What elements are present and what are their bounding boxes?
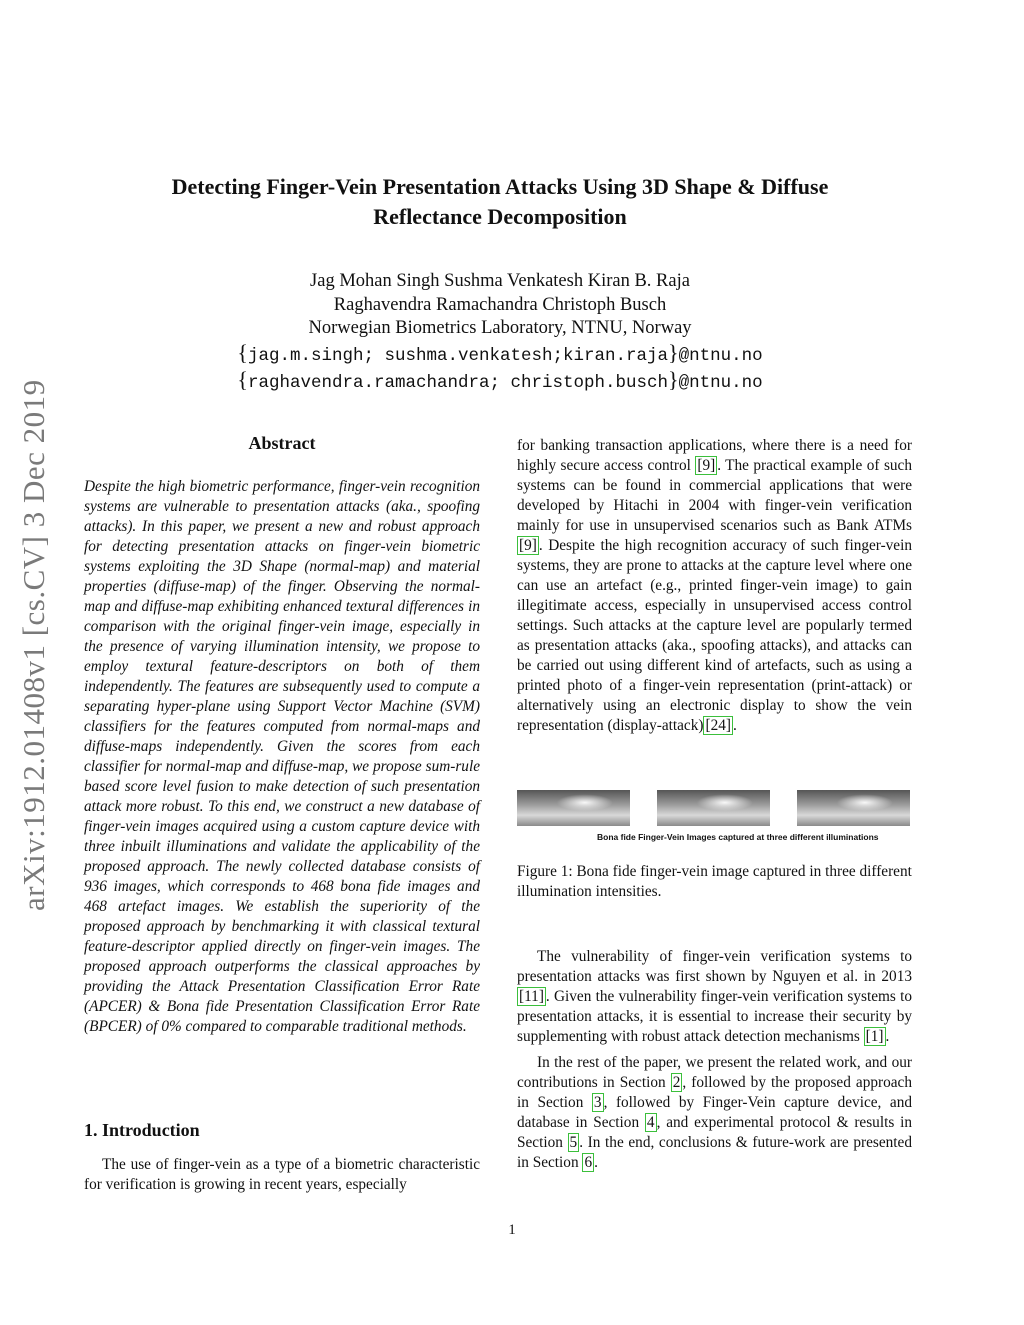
paper-title [120,172,880,232]
intro-paragraph: The use of finger-vein as a type of a biometric characteristic for verification is growing in recent years, especially [84,1156,480,1193]
right-paragraph-3: In the rest of the paper, we present the related work, and our contributions in Section 2 , followed by the proposed approach in Section 3 , followed by Finger-Vein capture device, and database in Section 4 , and experimental protocol & results in Section 5 . In the end, conclusions & future-work are presented in Section 6 . [517,1054,912,1171]
citation-link[interactable]: [1] [865,1028,884,1045]
section-link[interactable]: 5 [569,1134,578,1151]
title-line-1: Detecting Finger-Vein Presentation Attacks Using 3D Shape & Diffuse [171,174,829,199]
title-line-2: Reflectance Decomposition [373,204,627,229]
email-line-2: {raghavendra.ramachandra; christoph.busch}@ntnu.no [237,367,763,393]
page-number: 1 [508,1222,516,1238]
affiliation: Norwegian Biometrics Laboratory, NTNU, Norway [308,318,692,338]
finger-vein-image-1 [517,790,630,826]
email-names-1: jag.m.singh; sushma.venkatesh;kiran.raja [247,345,669,366]
figure-inner-label: Bona fide Finger-Vein Images captured at three different illuminations [597,832,879,842]
email-domain-1: @ntnu.no [678,345,763,366]
authors-line-2: Raghavendra Ramachandra Christoph Busch [333,294,667,315]
section-link[interactable]: 2 [672,1074,681,1091]
email-domain-2: @ntnu.no [678,373,763,393]
finger-vein-image-2 [657,790,770,826]
abstract-text: Despite the high biometric performance, finger-vein recognition systems are vulnerable to presentation attacks (aka., spoofing attacks). In this paper, we present a new and robust approach for detecting presentation attacks on finger-vein biometric systems exploiting the 3D Shape (normal-map) and material properties (diffuse-map) of the finger. Observing the normal-map and diffuse-map exhibiting enhanced textural differences in comparison with the original finger-vein image, especially in the presence of varying illumination intensity, we propose to employ textural feature-descriptors on both of them independently. The features are subsequently used to compute a separating hyper-plane using Support Vector Machine (SVM) classifiers for the features computed from normal-maps and diffuse-maps independently. Given the scores from each classifier for normal-map and diffuse-map, we propose sum-rule based score level fusion to make detection of such presentation attack more robust. To this end, we construct a new database of finger-vein images acquired using a custom capture device with three inbuilt illuminations and validate the applicability of the proposed approach. The newly collected database consists of 936 images, which corresponds to 468 bona fide images and 468 artefact images. We establish the superiority of the proposed approach by benchmarking it with classical textural feature-descriptor applied directly on finger-vein images. The proposed approach outperforms the classical approaches by providing the Attack Presentation Classification Error Rate (APCER) & Bona fide Presentation Classification Error Rate (BPCER) of 0% compared to comparable traditional methods. [84,478,480,1035]
right-paragraphs-2 [517,947,912,1173]
author-block [120,270,880,396]
email-names-2: raghavendra.ramachandra; christoph.busch [247,373,669,393]
section-heading-introduction: 1. Introduction [84,1120,200,1140]
figure-1 [517,790,912,842]
figure-caption: Figure 1: Bona fide finger-vein image captured in three different illumination intensities. [517,863,912,900]
email-line-1: {jag.m.singh; sushma.venkatesh;kiran.raja}@ntnu.no [237,339,763,366]
right-paragraph-2: The vulnerability of finger-vein verification systems to presentation attacks was first shown by Nguyen et al. in 2013 [11] . Given the vulnerability finger-vein verification systems to presentation attacks, it is essential to increase their security by supplementing with robust attack detection mechanisms [1] . [517,948,912,1045]
citation-link[interactable]: [9] [697,457,716,474]
right-paragraph-1: for banking transaction applications, where there is a need for highly secure access control [9] . The practical example of such systems can be found in commercial applications that were developed by Hitachi in 2004 with finger-vein verification mainly for use in unsupervised scenarios such as Bank ATMs [9] . Despite the high recognition accuracy of such finger-vein systems, they are prone to attacks at the capture level where one can use an artefact (e.g., printed finger-vein image) to gain illegitimate access, especially in unsupervised access control settings. Such attacks at the capture level are popularly termed as presentation attacks (aka., spoofing attacks), and attacks can be carried out using different kind of artefacts, such as using a printed photo of a finger-vein representation (print-attack) or alternatively using an electronic display to show the vein representation (display-attack) [24] . [517,437,912,734]
abstract-heading: Abstract [248,433,316,453]
arxiv-stamp: arXiv:1912.01408v1 [cs.CV] 3 Dec 2019 [16,379,51,911]
citation-link[interactable]: [24] [705,717,731,734]
finger-vein-image-3 [797,790,910,826]
section-link[interactable]: 3 [593,1094,602,1111]
authors-line-1: Jag Mohan Singh Sushma Venkatesh Kiran B. Raja [310,271,690,291]
citation-link[interactable]: [11] [519,988,544,1005]
section-link[interactable]: 6 [584,1154,593,1171]
citation-link[interactable]: [9] [519,537,537,554]
section-link[interactable]: 4 [646,1114,655,1131]
